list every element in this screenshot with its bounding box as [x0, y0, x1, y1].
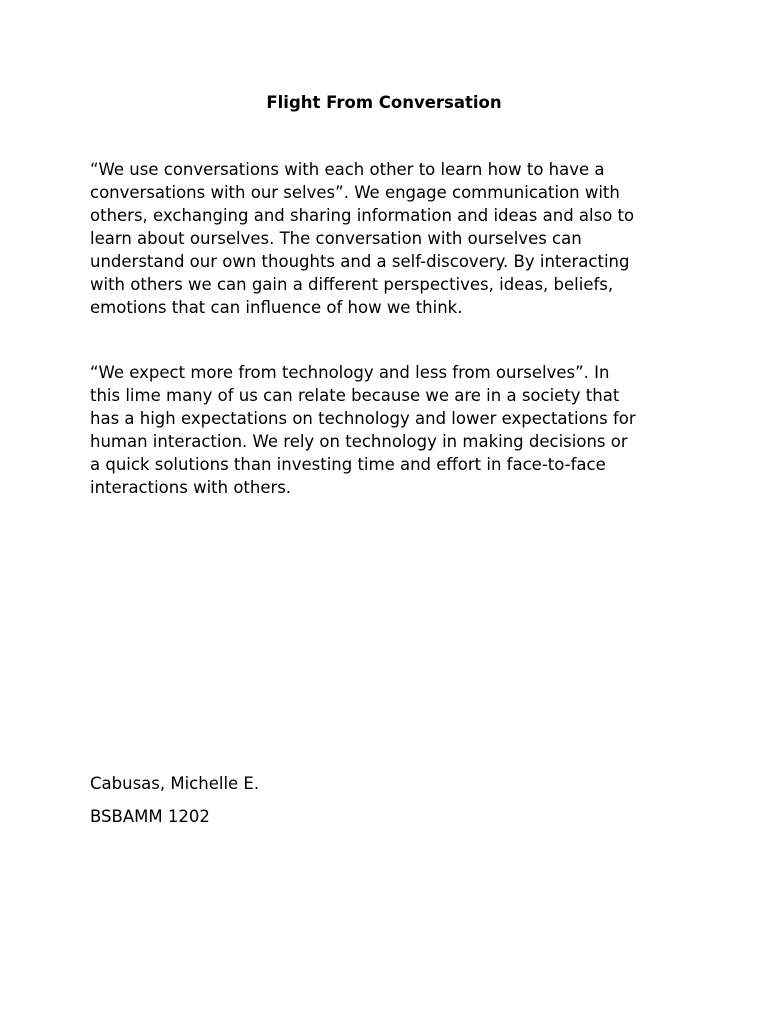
author-name: Cabusas, Michelle E.	[90, 774, 260, 793]
body-paragraph-1: “We use conversations with each other to learn how to have a conversations with our selves”. We engage communication with others, exchanging and sharing information and ideas and also to learn about ourselves. The conversation with ourselves can understand our own thoughts and a self-discovery. By interacting with others we can gain a different perspectives, ideas, beliefs, emotions that can influence of how we think.	[90, 160, 635, 317]
document-title: Flight From Conversation	[266, 93, 502, 112]
section-code: BSBAMM 1202	[90, 807, 210, 826]
body-paragraph-2: “We expect more from technology and less from ourselves”. In this lime many of us can relate because we are in a society that has a high expectations on technology and lower expectations for human interaction. We rely on technology in making decisions or a quick solutions than investing time and effort in face-to-face interactions with others.	[90, 363, 636, 497]
